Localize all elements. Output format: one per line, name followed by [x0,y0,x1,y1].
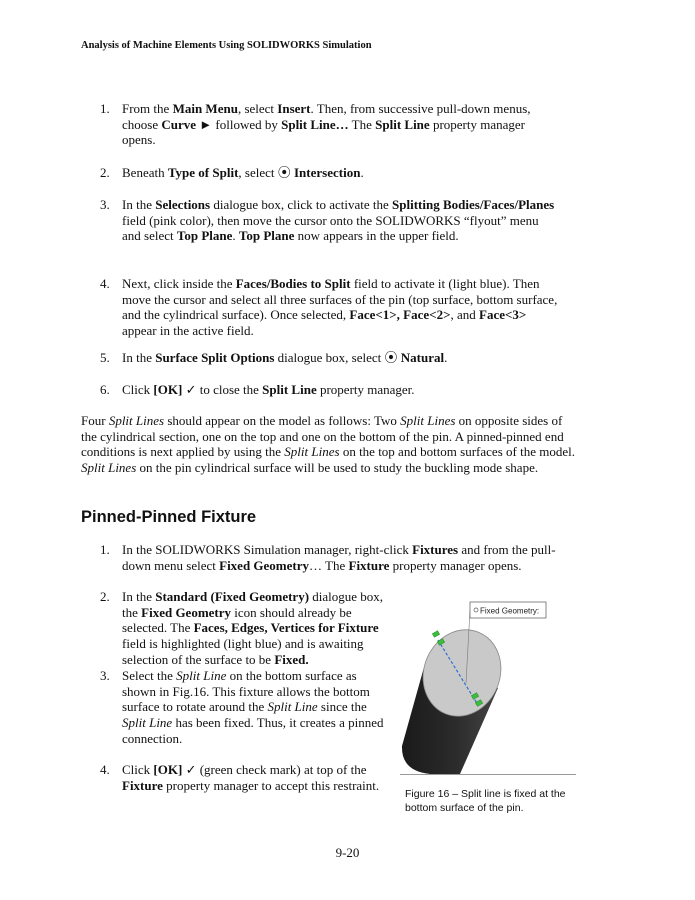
list-item [100,589,385,668]
list-item [100,542,570,573]
step-number: 2. [100,165,110,180]
list-item [100,668,385,747]
step-text: In the Standard (Fixed Geometry) dialogue box, the Fixed Geometry icon should already be selected. The Faces, Edges, Vertices for Fixture field is highlighted (light blue) and is awaiting selection of the surface to be Fixed. [122,589,384,667]
list-item [100,276,560,339]
list-item [100,165,560,181]
step-text: Next, click inside the Faces/Bodies to Split field to activate it (light blue). Then move the cursor and select all three surfaces of the pin (top surface, bottom surface, and the cylindrical surface). Once selected, Face<1>, Face<2>, and Face<3> appear in the active field. [122,276,558,339]
step-number: 3. [100,668,110,683]
pin-model-illustration [400,596,576,774]
figure-caption: Figure 16 – Split line is fixed at the bottom surface of the pin. [405,788,566,814]
step-number: 1. [100,542,110,557]
step-number: 6. [100,382,110,397]
step-text: Click [OK] ✓ (green check mark) at top of the Fixture property manager to accept this restraint. [122,762,380,793]
list-item [100,382,560,398]
step-text: From the Main Menu, select Insert. Then, from successive pull-down menus, choose Curve ► followed by Split Line… The Split Line property manager opens. [122,101,531,148]
step-text: In the Surface Split Options dialogue box, select ⦿ Natural. [122,350,448,365]
step-text: In the Selections dialogue box, click to activate the Splitting Bodies/Faces/Planes field (pink color), then move the cursor onto the SOLIDWORKS “flyout” menu and select Top Plane. Top Plane now appears in the upper field. [122,197,555,244]
step-number: 3. [100,197,110,212]
figure-16 [400,596,576,775]
step-text: In the SOLIDWORKS Simulation manager, right-click Fixtures and from the pull-down menu select Fixed Geometry… The Fixture property manager opens. [122,542,556,573]
step-number: 5. [100,350,110,365]
list-item [100,350,560,366]
list-item [100,762,385,793]
page-number: 9-20 [335,845,360,860]
step-number: 4. [100,276,110,291]
step-number: 1. [100,101,110,116]
step-text: Click [OK] ✓ to close the Split Line property manager. [122,382,415,397]
list-item [100,197,560,244]
section-heading: Pinned-Pinned Fixture [81,508,257,526]
step-text: Beneath Type of Split, select ⦿ Intersection. [122,165,364,180]
running-header: Analysis of Machine Elements Using SOLIDWORKS Simulation [81,40,372,51]
callout-label: Fixed Geometry: [480,606,540,616]
list-item [100,101,560,148]
step-text: Select the Split Line on the bottom surface as shown in Fig.16. This fixture allows the bottom surface to rotate around the Split Line since the Split Line has been fixed. Thus, it creates a pinned connection. [122,668,384,746]
step-number: 2. [100,589,110,604]
step-number: 4. [100,762,110,777]
body-paragraph: Four Split Lines should appear on the model as follows: Two Split Lines on opposite sides of the cylindrical section, one on the top and one on the bottom of the pin. A pinned-pinned end conditions is next applied by using the Split Lines on the top and bottom surfaces of the model. Split Lines on the pin cylindrical surface will be used to study the buckling mode shape. [81,413,575,476]
